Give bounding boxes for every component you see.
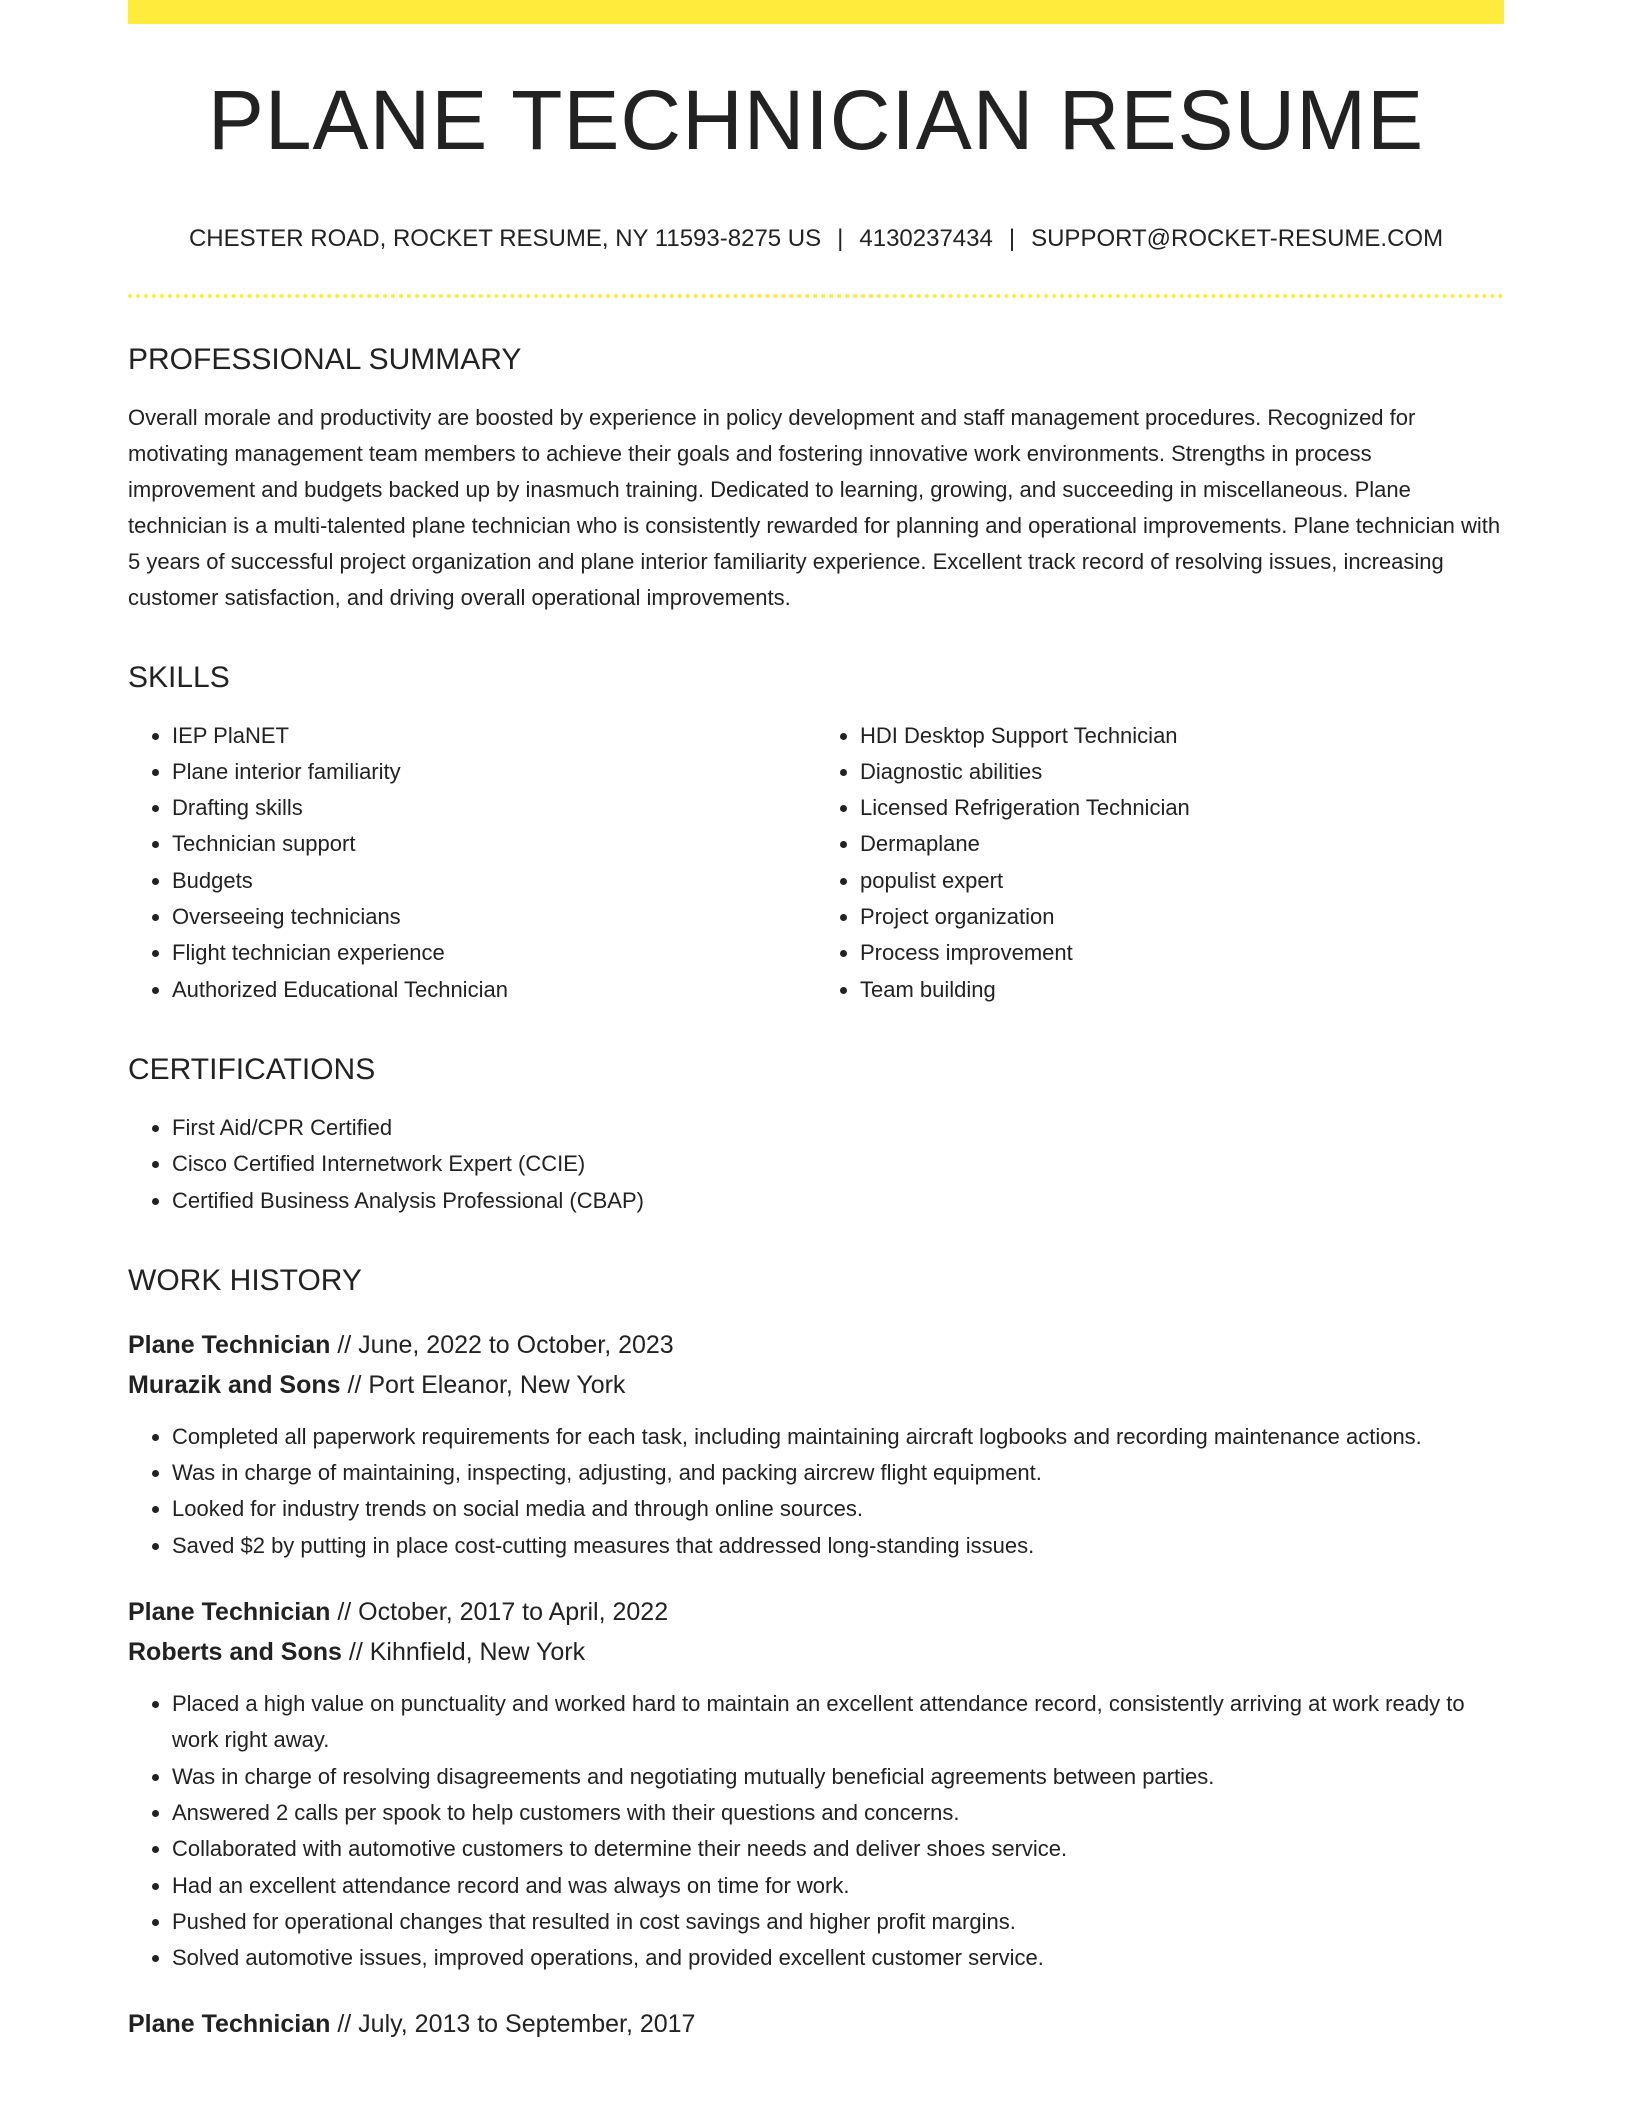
certification-item: • Certified Business Analysis Professional (CBAP): [172, 1183, 1504, 1219]
skill-item: • populist expert: [860, 863, 1504, 899]
skills-list-left: [128, 718, 816, 1008]
job-title-line: [128, 1325, 1504, 1365]
contact-address: CHESTER ROAD, ROCKET RESUME, NY 11593-8275 US: [188, 224, 822, 252]
contact-separator: |: [1008, 224, 1016, 252]
job-bullet: • Solved automotive issues, improved operations, and provided excellent customer service.: [172, 1940, 1504, 1976]
job-bullet: • Saved $2 by putting in place cost-cutting measures that addressed long-standing issues.: [172, 1528, 1504, 1564]
skills-list-right: [816, 718, 1504, 1008]
job-entry: [128, 2004, 1504, 2044]
skill-item: • Authorized Educational Technician: [172, 972, 816, 1008]
certification-item: • Cisco Certified Internetwork Expert (CCIE): [172, 1146, 1504, 1182]
skill-item: • HDI Desktop Support Technician: [860, 718, 1504, 754]
work-history-heading: WORK HISTORY: [128, 1263, 362, 1297]
job-bullet: • Completed all paperwork requirements for each task, including maintaining aircraft logbooks and recording maintenance actions.: [172, 1419, 1504, 1455]
job-dates: // July, 2013 to September, 2017: [337, 2010, 696, 2039]
job-entry: [128, 1592, 1504, 1976]
job-location: // Port Eleanor, New York: [347, 1370, 626, 1399]
job-dates: // June, 2022 to October, 2023: [337, 1330, 674, 1359]
job-company-line: [128, 1632, 1504, 1672]
job-entry: [128, 1325, 1504, 1564]
skill-item: • Diagnostic abilities: [860, 754, 1504, 790]
skill-item: • IEP PlaNET: [172, 718, 816, 754]
dotted-divider: [128, 294, 1504, 298]
job-bullet: • Was in charge of resolving disagreements and negotiating mutually beneficial agreements between parties.: [172, 1759, 1504, 1795]
job-bullet: • Had an excellent attendance record and was always on time for work.: [172, 1868, 1504, 1904]
job-company: Murazik and Sons: [128, 1370, 341, 1399]
summary-text: Overall morale and productivity are boosted by experience in policy development and staff management procedures. Recognized for motivating management team members to achieve their goals and fostering innovative work environments. Strengths in process improvement and budgets backed up by inasmuch training. Dedicated to learning, growing, and succeeding in miscellaneous. Plane technician is a multi-talented plane technician who is consistently rewarded for planning and operational improvements. Plane technician with 5 years of successful project organization and plane interior familiarity experience. Excellent track record of resolving issues, increasing customer satisfaction, and driving overall operational improvements.: [128, 404, 1501, 610]
job-title: Plane Technician: [128, 2010, 331, 2039]
job-title: Plane Technician: [128, 1598, 331, 1627]
resume-title: PLANE TECHNICIAN RESUME: [207, 73, 1425, 167]
contact-separator: |: [837, 224, 844, 252]
contact-line: [128, 225, 1504, 254]
job-bullets: [128, 1686, 1504, 1976]
job-title-line: [128, 2004, 1504, 2044]
job-title: Plane Technician: [128, 1330, 331, 1359]
contact-email: SUPPORT@ROCKET-RESUME.COM: [1031, 224, 1444, 252]
job-bullet: • Answered 2 calls per spook to help customers with their questions and concerns.: [172, 1795, 1504, 1831]
skills-heading: SKILLS: [128, 660, 230, 694]
skill-item: • Plane interior familiarity: [172, 754, 816, 790]
skill-item: • Process improvement: [860, 935, 1504, 971]
job-title-line: [128, 1592, 1504, 1632]
skills-grid: [128, 696, 1504, 1008]
skill-item: • Overseeing technicians: [172, 899, 816, 935]
job-bullet: • Pushed for operational changes that resulted in cost savings and higher profit margins.: [172, 1904, 1504, 1940]
job-location: // Kihnfield, New York: [348, 1638, 586, 1667]
skill-item: • Drafting skills: [172, 790, 816, 826]
job-company: Roberts and Sons: [128, 1638, 342, 1667]
job-company-line: [128, 1365, 1504, 1405]
certification-item: • First Aid/CPR Certified: [172, 1110, 1504, 1146]
top-accent-bar: [128, 0, 1504, 24]
job-dates: // October, 2017 to April, 2022: [337, 1598, 669, 1627]
job-bullets: [128, 1419, 1504, 1564]
skill-item: • Flight technician experience: [172, 935, 816, 971]
certifications-heading: CERTIFICATIONS: [128, 1052, 376, 1086]
resume-content: [128, 70, 1504, 2044]
certifications-list: [128, 1110, 1504, 1219]
summary-heading: PROFESSIONAL SUMMARY: [128, 342, 522, 376]
job-bullet: • Looked for industry trends on social media and through online sources.: [172, 1491, 1504, 1527]
job-bullet: • Collaborated with automotive customers to determine their needs and deliver shoes service.: [172, 1831, 1504, 1867]
skill-item: • Project organization: [860, 899, 1504, 935]
skill-item: • Dermaplane: [860, 826, 1504, 862]
skill-item: • Budgets: [172, 863, 816, 899]
skill-item: • Licensed Refrigeration Technician: [860, 790, 1504, 826]
job-bullet: • Was in charge of maintaining, inspecting, adjusting, and packing aircrew flight equipment.: [172, 1455, 1504, 1491]
skill-item: • Technician support: [172, 826, 816, 862]
contact-phone: 4130237434: [859, 224, 993, 252]
skill-item: • Team building: [860, 972, 1504, 1008]
job-bullet: • Placed a high value on punctuality and worked hard to maintain an excellent attendance record, consistently arriving at work ready to work right away.: [172, 1686, 1504, 1759]
